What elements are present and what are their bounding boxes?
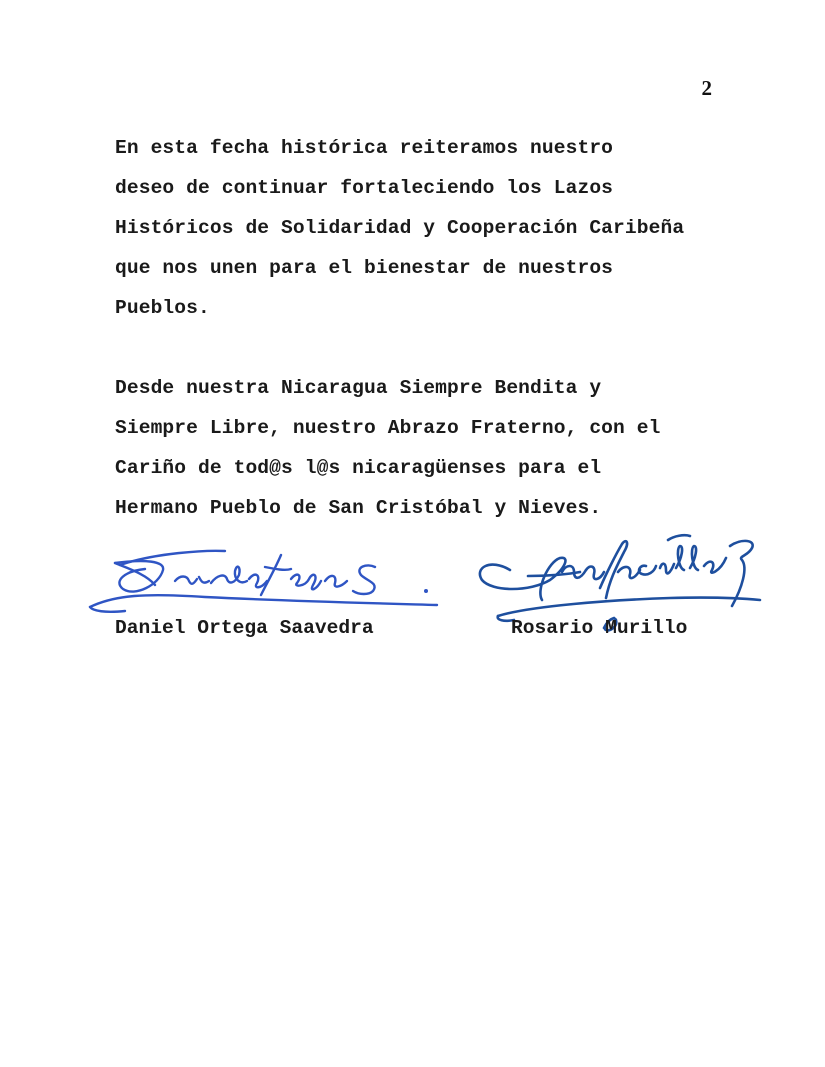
paragraph-line: Siempre Libre, nuestro Abrazo Fraterno, con el — [115, 417, 661, 439]
paragraph-line: Pueblos. — [115, 297, 210, 319]
paragraph-line: En esta fecha histórica reiteramos nuestro — [115, 137, 614, 159]
paragraph-line: Cariño de tod@s l@s nicaragüenses para el — [115, 457, 602, 479]
signatory-name: Daniel Ortega Saavedra — [115, 617, 374, 639]
paragraph-line: Hermano Pueblo de San Cristóbal y Nieves. — [115, 497, 602, 519]
signature-daniel-ortega-icon — [85, 545, 445, 620]
paragraph-commemoration — [115, 128, 715, 328]
page-number: 2 — [701, 76, 712, 100]
paragraph-line: que nos unen para el bienestar de nuestros — [115, 257, 614, 279]
paragraph-line: Históricos de Solidaridad y Cooperación Caribeña — [115, 217, 685, 239]
paragraph-line: deseo de continuar fortaleciendo los Lazos — [115, 177, 614, 199]
paragraph-greeting — [115, 368, 715, 528]
signatory-name: Rosario Murillo — [511, 617, 688, 639]
paragraph-line: Desde nuestra Nicaragua Siempre Bendita y — [115, 377, 602, 399]
